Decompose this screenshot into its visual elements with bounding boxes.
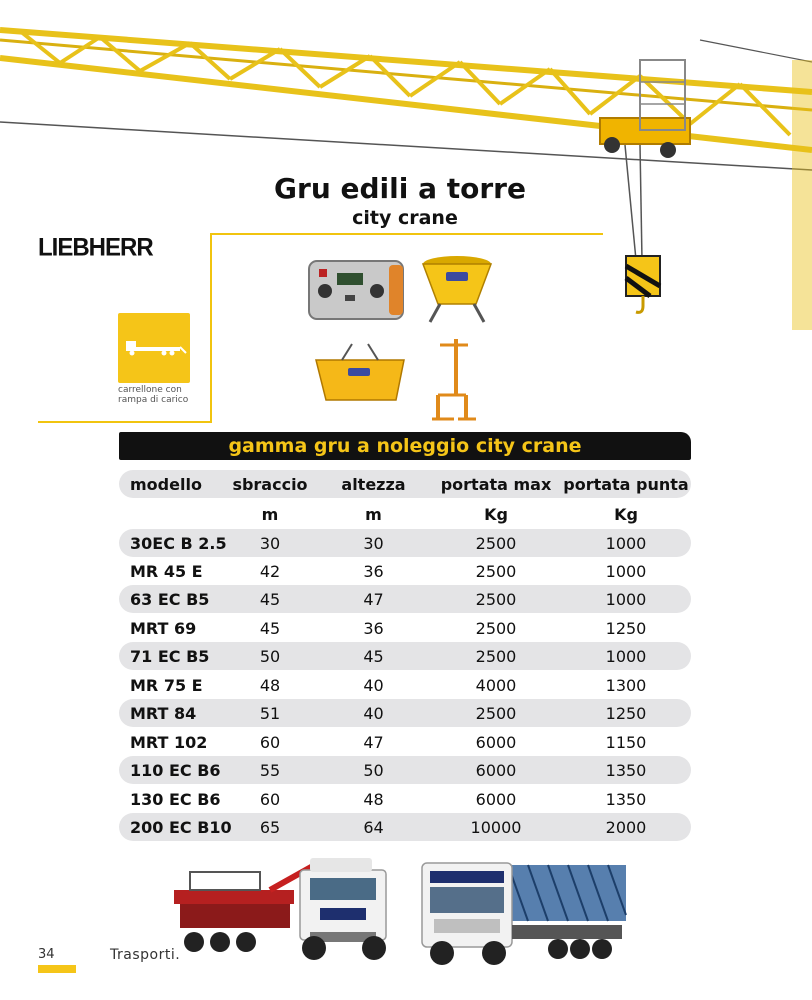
- table-header-row: [119, 470, 691, 498]
- model-cell: 71 EC B5: [130, 646, 210, 666]
- table-row: [119, 756, 691, 784]
- model-cell: MRT 102: [130, 732, 208, 752]
- remote-control-image: [305, 255, 407, 325]
- column-header: portata punta: [563, 474, 689, 494]
- tip-load-cell: 1000: [605, 646, 647, 666]
- table-units-row: [119, 500, 691, 528]
- column-header: modello: [130, 474, 202, 494]
- table-row: [119, 699, 691, 727]
- reach-cell: 30: [259, 533, 281, 553]
- height-cell: 50: [363, 760, 384, 780]
- reach-cell: 42: [259, 561, 281, 581]
- trailer-badge: [118, 313, 190, 383]
- unit-cell: m: [365, 504, 382, 524]
- max-load-cell: 6000: [475, 732, 517, 752]
- page-title: Gru edili a torre: [274, 172, 526, 205]
- reach-cell: 51: [259, 703, 281, 723]
- unit-cell: m: [261, 504, 279, 524]
- truck-red-trailer-image: [170, 848, 400, 970]
- badge-caption-line: rampa di carico: [118, 395, 189, 405]
- reach-cell: 45: [259, 618, 281, 638]
- column-header: altezza: [341, 474, 406, 494]
- reach-cell: 60: [259, 789, 281, 809]
- table-row: [119, 785, 691, 813]
- skip-bucket-image: [312, 340, 408, 410]
- table-row: [119, 557, 691, 585]
- height-cell: 30: [363, 533, 384, 553]
- table-row: [119, 813, 691, 841]
- tip-load-cell: 1000: [605, 561, 647, 581]
- tip-load-cell: 1300: [605, 675, 647, 695]
- reach-cell: 55: [259, 760, 281, 780]
- max-load-cell: 2500: [475, 646, 517, 666]
- height-cell: 40: [363, 703, 384, 723]
- divider-line: [38, 421, 212, 423]
- tip-load-cell: 1250: [605, 618, 647, 638]
- max-load-cell: 6000: [475, 789, 517, 809]
- badge-caption-line: carrellone con: [118, 385, 182, 395]
- max-load-cell: 2500: [475, 561, 517, 581]
- reach-cell: 50: [259, 646, 281, 666]
- reach-cell: 48: [259, 675, 281, 695]
- table-row: [119, 728, 691, 756]
- max-load-cell: 2500: [475, 618, 517, 638]
- model-cell: 30EC B 2.5: [130, 533, 227, 553]
- height-cell: 48: [363, 789, 384, 809]
- reach-cell: 60: [259, 732, 281, 752]
- max-load-cell: 2500: [475, 589, 517, 609]
- model-cell: MR 45 E: [130, 561, 203, 581]
- trailer-icon: [118, 313, 190, 383]
- badge-caption: [118, 385, 208, 405]
- max-load-cell: 2500: [475, 533, 517, 553]
- model-cell: 130 EC B6: [130, 789, 221, 809]
- table-row: [119, 642, 691, 670]
- height-cell: 36: [363, 618, 384, 638]
- table-title: gamma gru a noleggio city crane: [119, 432, 691, 460]
- model-cell: MR 75 E: [130, 675, 203, 695]
- tip-load-cell: 1000: [605, 533, 647, 553]
- column-header: sbraccio: [232, 474, 308, 494]
- height-cell: 36: [363, 561, 384, 581]
- unit-cell: Kg: [614, 504, 638, 524]
- table-row: [119, 529, 691, 557]
- height-cell: 45: [363, 646, 384, 666]
- table-row: [119, 614, 691, 642]
- table-row: [119, 585, 691, 613]
- liebherr-logo: LIEBHERR: [38, 233, 153, 262]
- max-load-cell: 4000: [475, 675, 517, 695]
- height-cell: 47: [363, 589, 384, 609]
- page-number: 34: [38, 947, 55, 962]
- model-cell: 63 EC B5: [130, 589, 210, 609]
- model-cell: 200 EC B10: [130, 817, 232, 837]
- height-cell: 64: [363, 817, 384, 837]
- reach-cell: 45: [259, 589, 281, 609]
- tip-load-cell: 1150: [605, 732, 647, 752]
- model-cell: MRT 69: [130, 618, 197, 638]
- reach-cell: 65: [259, 817, 281, 837]
- page-subtitle: city crane: [352, 207, 458, 229]
- truck-crane-transport-image: [408, 845, 630, 971]
- column-header: portata max: [440, 474, 552, 494]
- divider-line: [210, 233, 212, 423]
- height-cell: 40: [363, 675, 384, 695]
- divider-line: [210, 233, 603, 235]
- height-cell: 47: [363, 732, 384, 752]
- section-label: Trasporti.: [110, 947, 181, 963]
- tip-load-cell: 1350: [605, 789, 647, 809]
- model-cell: 110 EC B6: [130, 760, 221, 780]
- model-cell: MRT 84: [130, 703, 197, 723]
- page-number-bar: [38, 965, 76, 973]
- max-load-cell: 10000: [470, 817, 522, 837]
- tip-load-cell: 1350: [605, 760, 647, 780]
- tip-load-cell: 2000: [605, 817, 647, 837]
- unit-cell: Kg: [484, 504, 508, 524]
- pallet-fork-image: [428, 335, 478, 425]
- concrete-bucket-image: [418, 252, 496, 326]
- max-load-cell: 2500: [475, 703, 517, 723]
- tip-load-cell: 1000: [605, 589, 647, 609]
- tip-load-cell: 1250: [605, 703, 647, 723]
- table-row: [119, 671, 691, 699]
- max-load-cell: 6000: [475, 760, 517, 780]
